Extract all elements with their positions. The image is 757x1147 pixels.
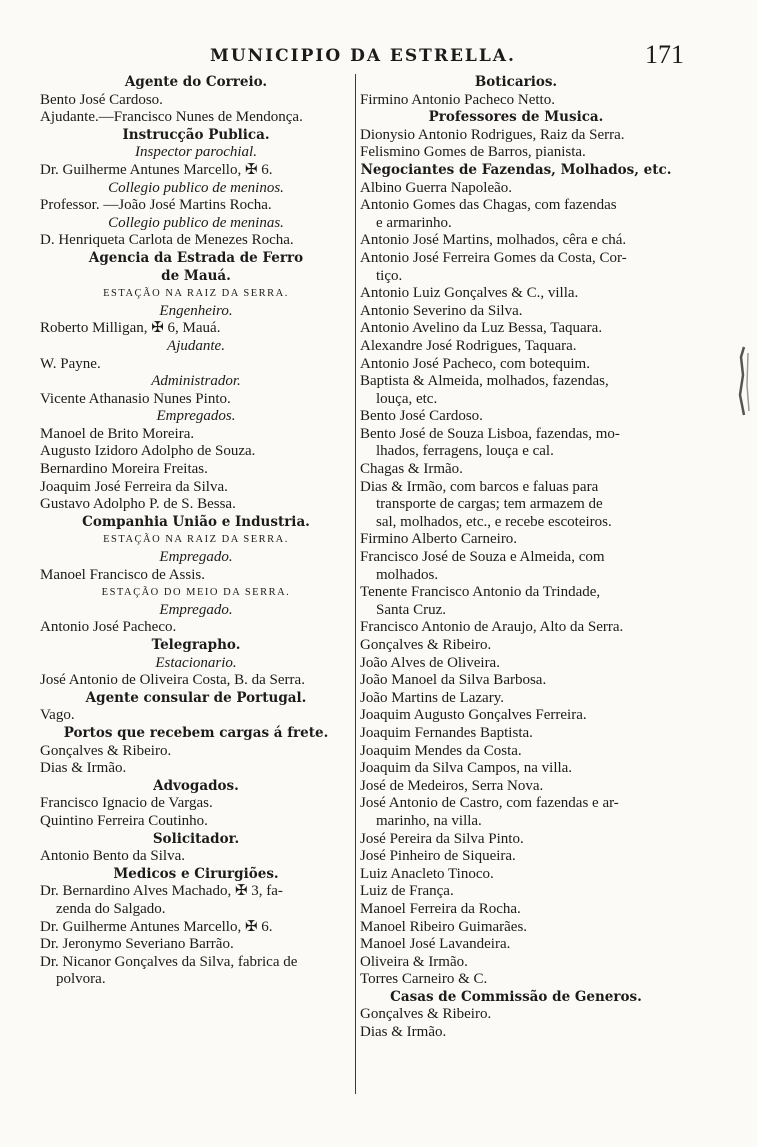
section-heading: Agencia da Estrada de Ferro [88,249,304,266]
station-heading: ESTAÇÃO NA RAIZ DA SERRA. [103,288,289,300]
entry-continuation: transporte de cargas; tem armazem de [376,496,603,513]
station-heading: ESTAÇÃO DO MEIO DA SERRA. [101,587,291,599]
entry-line: Manoel de Brito Moreira. [40,425,195,442]
entry-line: Dr. Bernardino Alves Machado, ✠ 3, fa- [40,883,283,900]
section-heading: Boticarios. [474,74,558,90]
entry-line: Dr. Guilherme Antunes Marcello, ✠ 6. [40,161,273,178]
entry-line: Augusto Izidoro Adolpho de Souza. [40,443,256,460]
entry-line: Bernardino Moreira Freitas. [40,461,208,478]
entry-line: Alexandre José Rodrigues, Taquara. [360,337,577,354]
role-heading: Empregado. [159,549,233,566]
column-divider [355,74,356,1094]
role-heading: Engenheiro. [159,302,233,319]
entry-line: José Pereira da Silva Pinto. [360,830,524,847]
station-heading: ESTAÇÃO NA RAIZ DA SERRA. [103,534,289,546]
entry-line: João Manoel da Silva Barbosa. [360,672,547,689]
entry-line: Baptista & Almeida, molhados, fazendas, [360,373,609,390]
entry-continuation: tiço. [376,267,403,284]
section-heading: Casas de Commissão de Generos. [390,988,642,1005]
entry-line: Manoel Francisco de Assis. [40,566,205,583]
entry-line: Gonçalves & Ribeiro. [360,1006,492,1023]
section-heading: Negociantes de Fazendas, Molhados, etc. [360,161,672,178]
entry-line: Dr. Guilherme Antunes Marcello, ✠ 6. [40,918,273,935]
entry-line: Felismino Gomes de Barros, pianista. [360,144,586,161]
entry-line: João Alves de Oliveira. [360,654,500,671]
entry-line: Dias & Irmão. [360,1024,447,1041]
running-title: MUNICIPIO DA ESTRELLA. [210,46,516,66]
entry-continuation: louça, etc. [376,390,438,407]
section-heading: Professores de Musica. [428,109,604,126]
entry-line: Joaquim Fernandes Baptista. [360,724,533,741]
entry-line: Antonio Bento da Silva. [40,848,185,865]
entry-line: Francisco Ignacio de Vargas. [40,795,213,812]
entry-continuation: molhados. [376,566,439,583]
entry-line: W. Payne. [40,355,101,372]
entry-line: Firmino Alberto Carneiro. [360,531,518,548]
entry-line: José de Medeiros, Serra Nova. [360,777,544,794]
section-heading: Agente do Correio. [124,74,268,90]
section-heading: Companhia União e Industria. [82,513,310,530]
left-column [40,74,352,989]
entry-line: Joaquim Augusto Gonçalves Ferreira. [360,707,587,724]
margin-binding-mark [738,345,751,417]
entry-line: Dr. Jeronymo Severiano Barrão. [40,936,234,953]
section-heading: Portos que recebem cargas á frete. [63,724,329,741]
role-heading: Estacionario. [155,654,237,671]
section-heading: Agente consular de Portugal. [85,689,307,706]
entry-line: Firmino Antonio Pacheco Netto. [360,91,555,108]
section-heading: de Mauá. [161,267,231,284]
entry-line: Antonio José Martins, molhados, cêra e chá. [360,232,627,249]
section-heading: Advogados. [153,777,239,794]
entry-line: Joaquim José Ferreira da Silva. [40,478,228,495]
entry-line: Antonio Luiz Gonçalves & C., villa. [360,285,579,302]
entry-line: José Pinheiro de Siqueira. [360,848,516,865]
section-heading: Telegrapho. [151,637,241,653]
entry-continuation: zenda do Salgado. [56,900,166,917]
role-heading: Ajudante. [167,337,225,354]
entry-line: Joaquim da Silva Campos, na villa. [360,760,573,777]
entry-line: Ajudante.—Francisco Nunes de Mendonça. [40,109,303,126]
entry-line: Antonio Avelino da Luz Bessa, Taquara. [360,320,603,337]
entry-continuation: polvora. [56,971,106,988]
entry-line: Gonçalves & Ribeiro. [40,742,172,759]
entry-continuation: Santa Cruz. [376,601,446,618]
entry-line: Francisco José de Souza e Almeida, com [360,549,605,566]
entry-line: José Antonio de Castro, com fazendas e ar- [360,795,619,812]
role-heading: Collegio publico de meninos. [108,179,284,196]
entry-line: Bento José Cardoso. [360,408,483,425]
entry-line: Torres Carneiro & C. [360,971,488,988]
entry-line: Dr. Nicanor Gonçalves da Silva, fabrica de [40,953,298,970]
entry-line: Francisco Antonio de Araujo, Alto da Serra. [360,619,624,636]
entry-line: Antonio Gomes das Chagas, com fazendas [360,197,617,214]
entry-line: Antonio Severino da Silva. [360,302,523,319]
role-heading: Collegio publico de meninas. [108,214,284,231]
section-heading: Instrucção Publica. [122,126,270,143]
role-heading: Inspector parochial. [135,144,257,161]
entry-continuation: lhados, ferragens, louça e cal. [376,443,554,460]
entry-continuation: sal, molhados, etc., e recebe escoteiros. [376,513,612,530]
entry-line: Antonio José Pacheco. [40,619,177,636]
entry-line: Luiz Anacleto Tinoco. [360,865,494,882]
entry-line: Chagas & Irmão. [360,461,463,478]
entry-line: Dias & Irmão. [40,760,127,777]
entry-line: Manoel Ferreira da Rocha. [360,900,521,917]
entry-line: Gonçalves & Ribeiro. [360,637,492,653]
role-heading: Empregados. [156,408,236,425]
entry-line: Vicente Athanasio Nunes Pinto. [40,390,231,407]
entry-line: Oliveira & Irmão. [360,953,468,970]
entry-line: Gustavo Adolpho P. de S. Bessa. [40,496,236,513]
entry-continuation: e armarinho. [376,214,452,231]
role-heading: Administrador. [151,373,241,390]
right-column [360,74,672,1042]
role-heading: Empregado. [159,601,233,618]
entry-line: Dias & Irmão, com barcos e faluas para [360,478,599,495]
page-header [0,40,757,70]
entry-line: Joaquim Mendes da Costa. [360,742,522,759]
entry-line: José Antonio de Oliveira Costa, B. da Serra. [40,672,305,689]
entry-line: Quintino Ferreira Coutinho. [40,812,208,829]
entry-line: Bento José de Souza Lisboa, fazendas, mo- [360,425,620,442]
entry-line: Dionysio Antonio Rodrigues, Raiz da Serra. [360,126,625,143]
entry-line: Bento José Cardoso. [40,91,163,108]
entry-line: Manoel Ribeiro Guimarães. [360,918,528,935]
section-heading: Solicitador. [152,830,240,847]
page-number: 171 [645,40,684,69]
entry-line: Antonio José Ferreira Gomes da Costa, Cor- [360,249,627,266]
entry-line: Tenente Francisco Antonio da Trindade, [360,584,601,601]
section-heading: Medicos e Cirurgiões. [113,865,279,882]
entry-line: Albino Guerra Napoleão. [360,179,513,196]
entry-line: Antonio José Pacheco, com botequim. [360,355,590,372]
entry-line: João Martins de Lazary. [360,689,504,706]
entry-line: Professor. —João José Martins Rocha. [40,197,272,214]
entry-line: D. Henriqueta Carlota de Menezes Rocha. [40,232,294,249]
entry-line: Roberto Milligan, ✠ 6, Mauá. [40,320,221,337]
entry-line: Luiz de França. [360,883,454,900]
entry-continuation: marinho, na villa. [376,812,482,829]
entry-line: Vago. [40,707,75,724]
entry-line: Manoel José Lavandeira. [360,936,511,953]
